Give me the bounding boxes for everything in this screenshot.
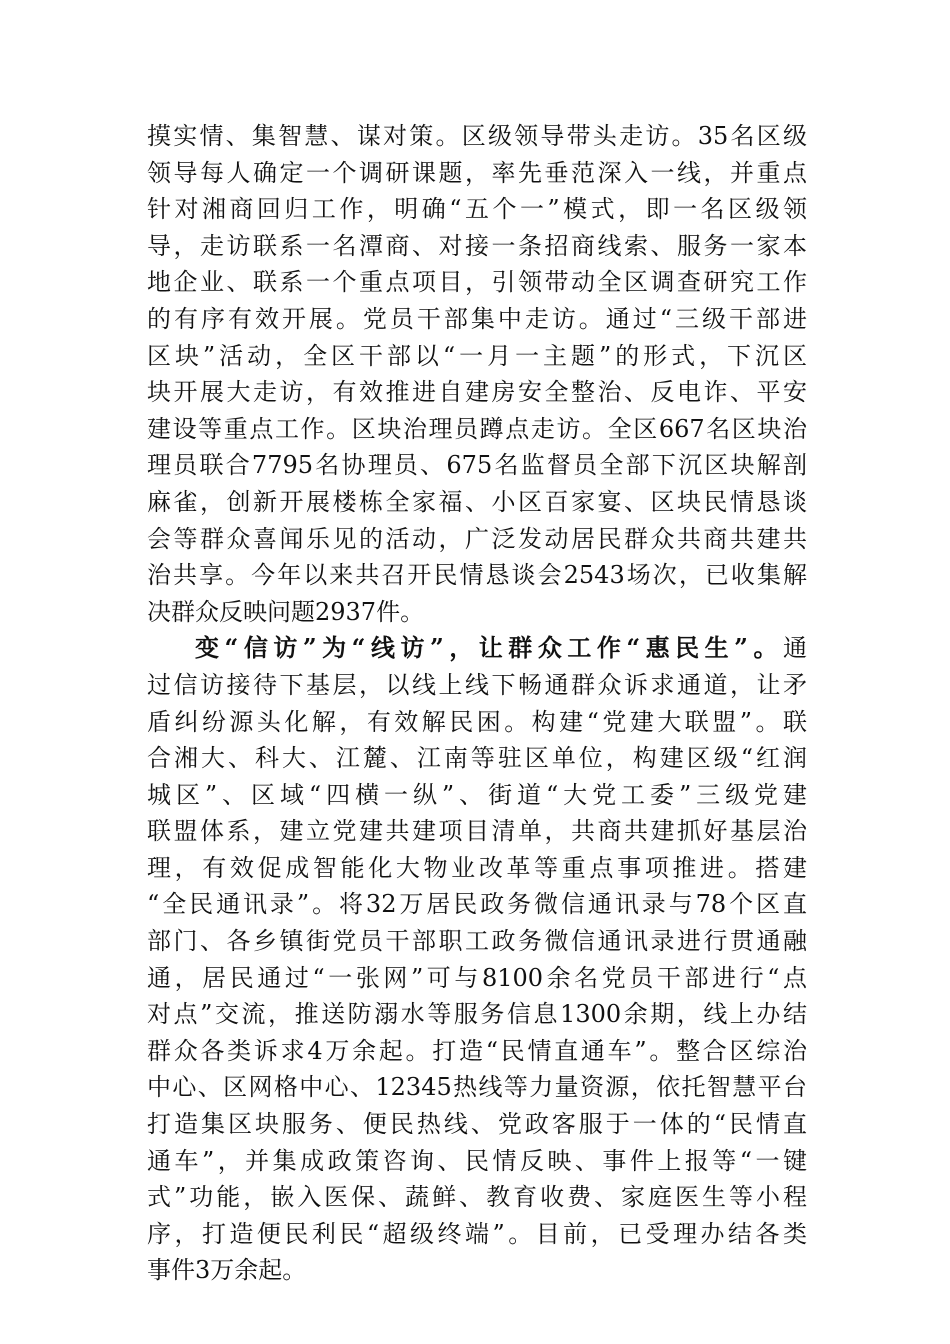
text-line: “全民通讯录”。将32万居民政务微信通讯录与78个区直 (147, 890, 807, 919)
text-line: 式”功能，嵌入医保、蔬鲜、教育收费、家庭医生等小程 (147, 1183, 807, 1212)
text-line: 通，居民通过“一张网”可与8100余名党员干部进行“点 (147, 963, 807, 992)
text-line: 领导每人确定一个调研课题，率先垂范深入一线，并重点 (147, 158, 807, 187)
text-line: 城区”、区域“四横一纵”、街道“大党工委”三级党建 (147, 780, 807, 809)
paragraph-2 (147, 630, 807, 1289)
text-line: 打造集区块服务、便民热线、党政客服于一体的“民情直 (147, 1110, 807, 1139)
text-line: 序，打造便民利民“超级终端”。目前，已受理办结各类 (147, 1219, 807, 1248)
paragraph-1 (147, 118, 807, 630)
text-line: 事件3万余起。 (147, 1256, 307, 1285)
text-line: 过信访接待下基层，以线上线下畅通群众诉求通道，让矛 (147, 670, 807, 699)
text-line: 盾纠纷源头化解，有效解民困。构建“党建大联盟”。联 (147, 707, 807, 736)
text-line: 合湘大、科大、江麓、江南等驻区单位，构建区级“红润 (147, 744, 807, 773)
heading-line-tail: 通 (783, 634, 807, 663)
paragraph-heading-line (147, 630, 807, 667)
text-line: 摸实情、集智慧、谋对策。区级领导带头走访。35名区级 (147, 122, 807, 150)
text-line: 理员联合7795名协理员、675名监督员全部下沉区块解剖 (147, 451, 807, 480)
text-line: 会等群众喜闻乐见的活动，广泛发动居民群众共商共建共 (147, 524, 807, 553)
text-line: 决群众反映问题2937件。 (147, 597, 425, 626)
text-line: 群众各类诉求4万余起。打造“民情直通车”。整合区综治 (147, 1036, 807, 1065)
text-line: 区块”活动，全区干部以“一月一主题”的形式，下沉区 (147, 341, 807, 370)
text-line: 理，有效促成智能化大物业改革等重点事项推进。搭建 (147, 853, 807, 882)
text-line: 治共享。今年以来共召开民情恳谈会2543场次，已收集解 (147, 561, 807, 590)
document-body (147, 118, 807, 1289)
text-line: 地企业、联系一个重点项目，引领带动全区调查研究工作 (147, 268, 807, 297)
text-line: 导，走访联系一名潭商、对接一条招商线索、服务一家本 (147, 231, 807, 260)
text-line: 建设等重点工作。区块治理员蹲点走访。全区667名区块治 (147, 414, 807, 443)
text-line: 中心、区网格中心、12345热线等力量资源，依托智慧平台 (147, 1073, 807, 1102)
text-line: 联盟体系，建立党建共建项目清单，共商共建抓好基层治 (147, 817, 807, 846)
text-line: 块开展大走访，有效推进自建房安全整治、反电诈、平安 (147, 378, 807, 407)
text-line: 针对湘商回归工作，明确“五个一”模式，即一名区级领 (147, 195, 807, 224)
text-line: 麻雀，创新开展楼栋全家福、小区百家宴、区块民情恳谈 (147, 487, 807, 516)
text-line: 通车”，并集成政策咨询、民情反映、事件上报等“一键 (147, 1146, 807, 1175)
text-line: 部门、各乡镇街党员干部职工政务微信通讯录进行贯通融 (147, 927, 807, 956)
text-line: 的有序有效开展。党员干部集中走访。通过“三级干部进 (147, 304, 807, 333)
text-line: 对点”交流，推送防溺水等服务信息1300余期，线上办结 (147, 1000, 807, 1029)
section-heading: 变“信访”为“线访”，让群众工作“惠民生”。 (195, 633, 783, 663)
